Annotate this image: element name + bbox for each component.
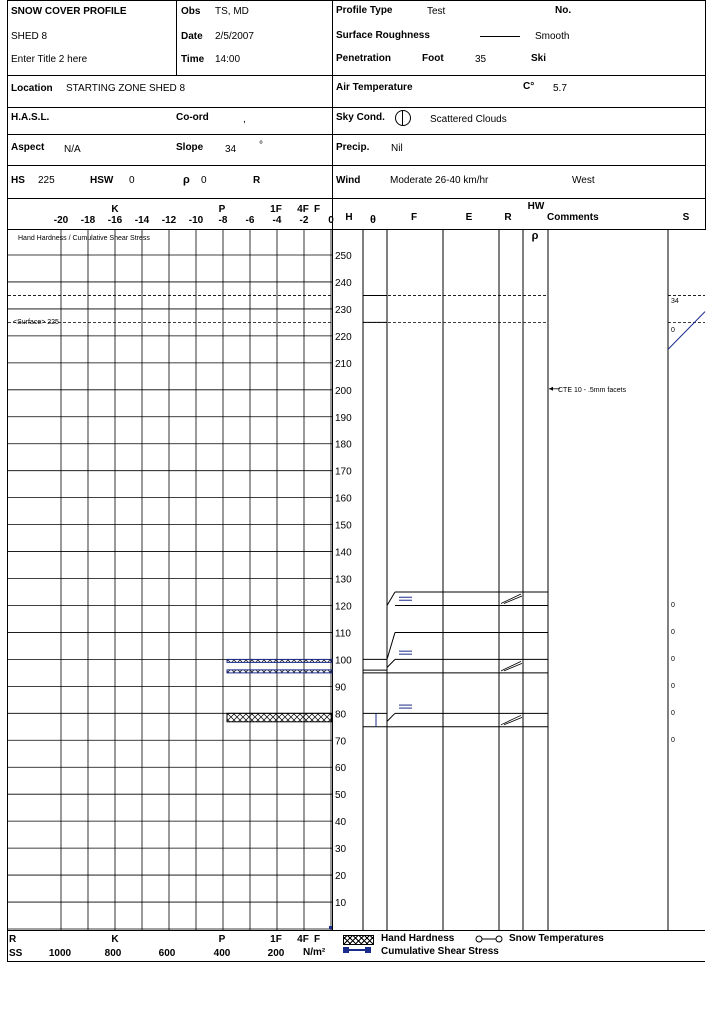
height-label: 200 [335,385,352,397]
col-comments: Comments [547,212,599,223]
rho-label: ρ [183,174,190,186]
s-value: 0 [671,602,675,610]
height-label: 110 [335,628,351,640]
s-value: 0 [671,327,675,335]
location-value: STARTING ZONE SHED 8 [66,83,186,94]
height-label: 140 [335,547,352,559]
hs-value: 225 [38,175,55,186]
footer-ss: SS [9,948,23,959]
temp-tick-label: -16 [107,215,123,226]
surface-roughness-value: Smooth [535,31,570,42]
ss-tick-label: 200 [267,948,285,959]
hardness-shear-legend: Hand Hardness / Cumulative Shear Stress [18,235,150,242]
height-label: 190 [335,412,352,424]
site-name: SHED 8 [11,31,48,42]
sky-value: Scattered Clouds [430,114,507,125]
col-h: H [345,212,353,223]
s-value: 34 [671,297,679,305]
time-value: 14:00 [215,54,241,65]
foot-value: 35 [475,54,487,65]
col-r: R [504,212,512,223]
penetration-label: Penetration [336,53,392,64]
time-label: Time [181,54,205,65]
obs-label: Obs [181,6,201,17]
rho-value: 0 [201,175,207,186]
hsw-label: HSW [90,175,114,186]
profile-type-value: Test [427,6,446,17]
ss-tick-label: 600 [158,948,176,959]
col-e: E [465,212,473,223]
footer-unit: N/m² [303,947,326,958]
height-label: 30 [335,844,347,856]
footer-k: K [111,934,119,945]
height-label: 70 [335,736,347,748]
temp-tick-label: -20 [53,215,69,226]
height-label: 210 [335,358,352,370]
hsw-value: 0 [129,175,135,186]
ss-tick-label: 800 [104,948,122,959]
stability-comment: CTE 10 - .5mm facets [558,387,627,394]
height-label: 120 [335,601,352,613]
air-temp-label: Air Temperature [336,82,413,93]
height-label: 170 [335,466,352,478]
footer-4f: 4F [297,934,309,945]
s-value: 0 [671,656,675,664]
aspect-label: Aspect [11,142,45,153]
hardness-1f-label: 1F [270,204,282,215]
footer-f: F [313,934,321,945]
footer-p: P [218,934,226,945]
hs-label: HS [11,175,25,186]
temp-tick-label: -10 [188,215,204,226]
height-label: 150 [335,520,352,532]
footer-1f: 1F [270,934,282,945]
legend-shear-stress: Cumulative Shear Stress [381,946,499,957]
col-rho: ρ [531,230,539,242]
no-label: No. [555,5,572,16]
ss-tick-label: 1000 [48,948,72,959]
profile-type-label: Profile Type [336,5,393,16]
height-label: 80 [335,709,347,721]
height-label: 230 [335,304,352,316]
precip-value: Nil [391,143,403,154]
ski-label: Ski [531,53,547,64]
hardness-f-label: F [313,204,321,215]
height-label: 180 [335,439,352,451]
height-label: 60 [335,763,347,775]
s-value: 0 [671,737,675,745]
date-value: 2/5/2007 [215,31,254,42]
height-label: 130 [335,574,352,586]
footer-r: R [9,934,17,945]
coord-value: , [243,114,246,125]
legend-snow-temps: Snow Temperatures [509,933,604,944]
height-label: 90 [335,682,347,694]
air-temp-unit: C° [523,81,535,92]
height-label: 10 [335,898,347,910]
col-s: S [682,212,690,223]
legend-hand-hardness: Hand Hardness [381,933,455,944]
col-f: F [410,212,418,223]
height-label: 100 [335,655,352,667]
col-theta: θ [370,214,376,226]
height-label: 40 [335,817,347,829]
coord-label: Co-ord [176,112,209,123]
aspect-value: N/A [64,144,81,155]
temp-tick-label: -4 [272,215,282,226]
temp-tick-label: -14 [134,215,150,226]
hardness-p-label: P [218,204,226,215]
obs-value: TS, MD [215,6,249,17]
foot-label: Foot [422,53,444,64]
temp-tick-label: -6 [245,215,255,226]
air-temp-value: 5.7 [553,83,567,94]
temp-tick-label: 0 [328,215,334,226]
surface-roughness-label: Surface Roughness [336,30,430,41]
r-label: R [253,175,261,186]
height-label: 240 [335,277,352,289]
height-label: 20 [335,871,347,883]
form-title: SNOW COVER PROFILE [11,6,127,17]
temp-tick-label: -18 [80,215,96,226]
precip-label: Precip. [336,142,370,153]
s-value: 0 [671,683,675,691]
wind-value: Moderate 26-40 km/hr [390,175,489,186]
wind-label: Wind [336,175,361,186]
temp-tick-label: -2 [299,215,309,226]
surface-label: <Surface> 225 [13,319,59,326]
s-value: 0 [671,710,675,718]
col-hw: HW [527,201,545,212]
hardness-k-label: K [111,204,119,215]
location-label: Location [11,83,53,94]
height-label: 220 [335,331,352,343]
slope-unit: ° [259,140,263,151]
temp-tick-label: -8 [218,215,228,226]
sky-label: Sky Cond. [336,112,385,123]
height-label: 250 [335,251,352,262]
hasl-label: H.A.S.L. [11,112,50,123]
title-2: Enter Title 2 here [11,54,88,65]
height-label: 160 [335,493,352,505]
s-value: 0 [671,629,675,637]
hardness-4f-label: 4F [297,204,309,215]
height-label: 50 [335,790,347,802]
wind-direction: West [572,175,595,186]
temp-tick-label: -12 [161,215,177,226]
date-label: Date [181,31,203,42]
slope-value: 34 [225,144,237,155]
ss-tick-label: 400 [213,948,231,959]
slope-label: Slope [176,142,204,153]
